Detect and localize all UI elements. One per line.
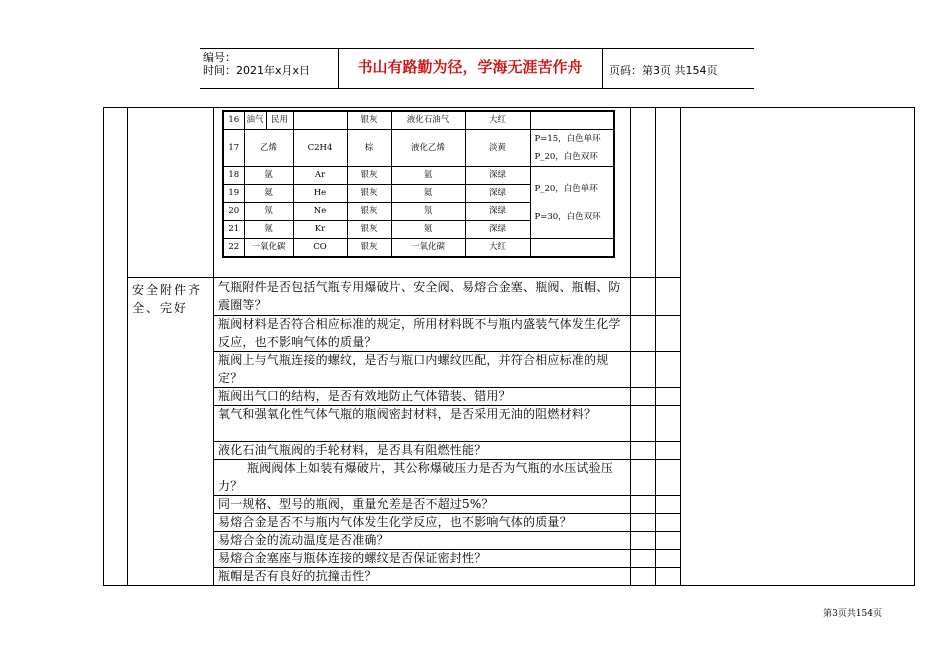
ring-note: P=15，白色单环 P_20，白色双环 [530, 130, 614, 167]
page-indicator: 页码：第3页 共154页 [609, 64, 718, 77]
table-row: 18 氩 Ar 银灰 氩 深绿 P_20，白色单环 P=30，白色双环 [223, 167, 614, 185]
table-row: 19 氦 He 银灰 氦 深绿 [223, 185, 614, 203]
gas-color-table [222, 110, 615, 258]
checklist-question: 瓶阀上与气瓶连接的螺纹，是否与瓶口内螺纹匹配，并符合相应标准的规定？ [218, 353, 609, 385]
checklist-question: 易熔合金是否不与瓶内气体发生化学反应，也不影响气体的质量？ [218, 515, 572, 529]
section-label: 安全附件齐全、完好 [132, 283, 203, 315]
table-row: 20 氖 Ne 银灰 氖 深绿 [223, 203, 614, 221]
header-divider-right [602, 48, 603, 89]
header-top-rule [200, 48, 754, 49]
checklist-question: 瓶阀材料是否符合相应标准的规定，所用材料既不与瓶内盛装气体发生化学反应，也不影响气体的质量？ [218, 317, 621, 349]
table-top-border [103, 107, 915, 108]
motto-banner: 书山有路勤为径，学海无涯苦作舟 [357, 58, 583, 76]
table-row: 21 氪 Kr 银灰 氪 深绿 [223, 221, 614, 239]
table-row: 17 乙烯 C2H4 棕 液化乙烯 淡黄 P=15，白色单环 P_20，白色双环 [223, 130, 614, 167]
ring-note: P_20，白色单环 P=30，白色双环 [530, 167, 614, 239]
checklist-question: 氧气和强氧化性气体气瓶的瓶阀密封材料，是否采用无油的阻燃材料？ [218, 407, 597, 421]
checklist-question: 同一规格、型号的瓶阀，重量允差是否不超过5%？ [218, 497, 494, 511]
checklist-question: 瓶帽是否有良好的抗撞击性？ [218, 569, 377, 583]
checklist-question: 液化石油气瓶阀的手轮材料，是否具有阻燃性能？ [218, 443, 487, 457]
checklist-question: 易熔合金的流动温度是否准确？ [218, 533, 389, 547]
header-bottom-rule [200, 88, 754, 89]
page-footer: 第3页共154页 [823, 609, 882, 619]
header-divider-left [338, 48, 339, 89]
table-row: 16 油气 民用 银灰 液化石油气 大红 [223, 111, 614, 130]
time-label: 时间：2021年x月x日 [203, 64, 311, 77]
checklist-question: 瓶阀出气口的结构，是否有效地防止气体错装、错用？ [218, 389, 511, 403]
number-label: 编号： [203, 51, 236, 64]
checklist-question: 易熔合金塞座与瓶体连接的螺纹是否保证密封性？ [218, 551, 487, 565]
table-row: 22 一氧化碳 CO 银灰 一氧化碳 大红 [223, 239, 614, 258]
checklist-question: 气瓶附件是否包括气瓶专用爆破片、安全阀、易熔合金塞、瓶阀、瓶帽、防震圈等？ [218, 280, 621, 312]
checklist-question: 瓶阀阀体上如装有爆破片，其公称爆破压力是否为气瓶的水压试验压力？ [218, 461, 614, 493]
